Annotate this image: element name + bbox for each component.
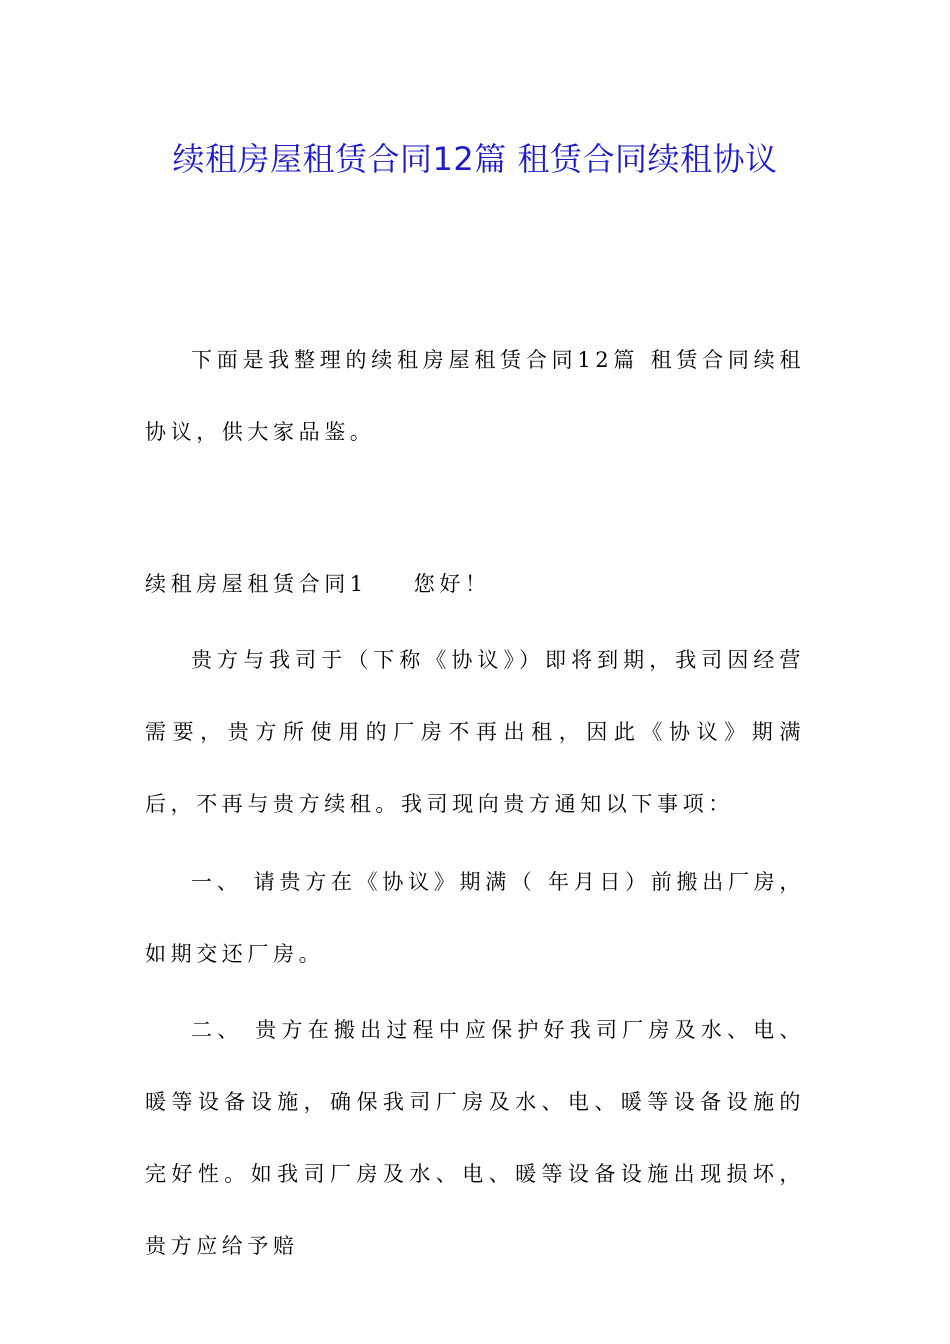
paragraph-2: 一、 请贵方在《协议》期满（ 年月日）前搬出厂房，如期交还厂房。 bbox=[145, 870, 805, 966]
section-heading-line bbox=[145, 548, 491, 620]
paragraph-1: 贵方与我司于（下称《协议》）即将到期，我司因经营需要，贵方所使用的厂房不再出租，因此《协议》期满后，不再与贵方续租。我司现向贵方通知以下事项： bbox=[145, 648, 805, 816]
document-title: 续租房屋租赁合同12篇 租赁合同续租协议 bbox=[172, 140, 778, 178]
greeting: 您好！ bbox=[413, 572, 491, 596]
paragraph-3: 二、 贵方在搬出过程中应保护好我司厂房及水、电、暖等设备设施，确保我司厂房及水、电、暖等设备设施的完好性。如我司厂房及水、电、暖等设备设施出现损坏，贵方应给予赔 bbox=[145, 1018, 805, 1258]
intro-paragraph: 下面是我整理的续租房屋租赁合同12篇 租赁合同续租协议，供大家品鉴。 bbox=[145, 348, 805, 444]
section-heading: 续租房屋租赁合同1 bbox=[145, 572, 368, 596]
